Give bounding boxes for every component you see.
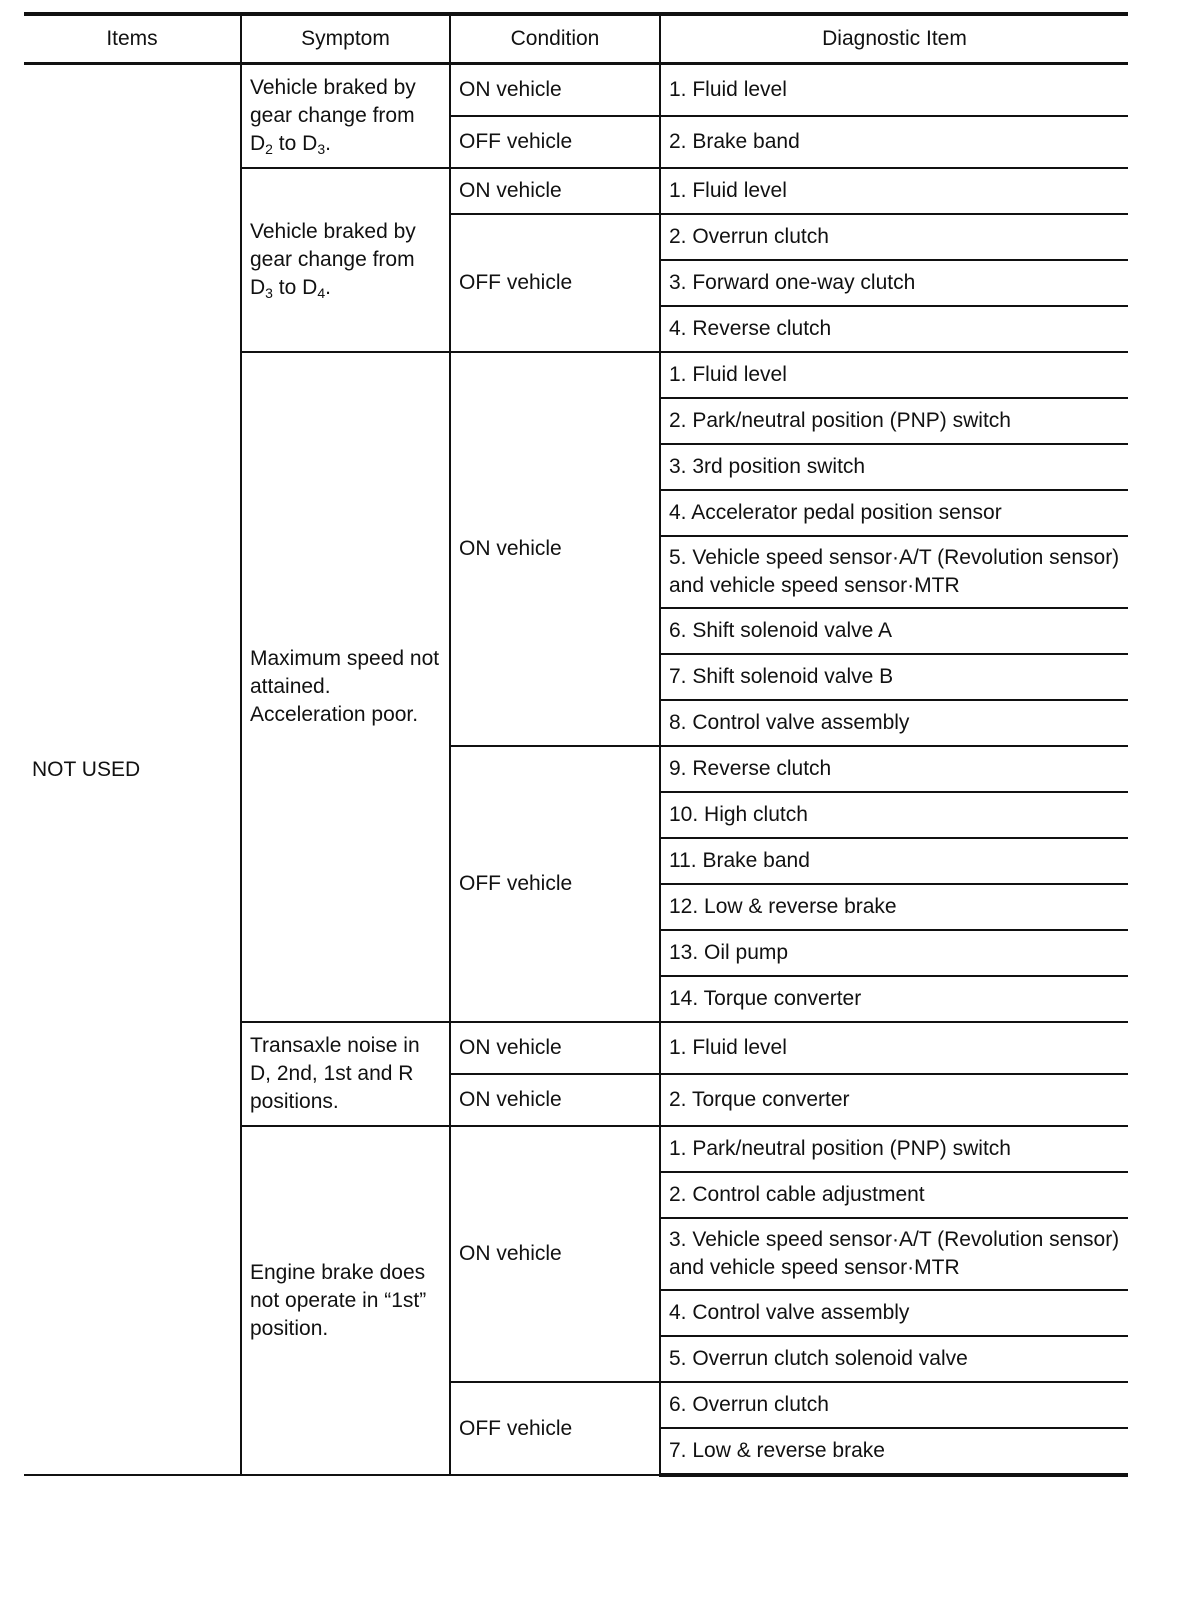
condition-cell: OFF vehicle [450,746,660,1022]
diagnostic-item: 1. Fluid level [660,64,1128,117]
symptom-text: . [325,132,331,155]
diagnostic-item: 1. Fluid level [660,168,1128,214]
symptom-cell [241,168,450,352]
symptom-cell [241,64,450,169]
diagnostic-item: 10. High clutch [660,792,1128,838]
condition-cell: ON vehicle [450,1022,660,1074]
symptom-cell: Transaxle noise in D, 2nd, 1st and R positions. [241,1022,450,1126]
table-body [24,64,1128,1476]
condition-cell: ON vehicle [450,168,660,214]
symptom-text: Vehicle braked by gear change from D [250,76,416,155]
diagnostic-item: 2. Control cable adjustment [660,1172,1128,1218]
diagnostic-item: 7. Shift solenoid valve B [660,654,1128,700]
condition-cell: OFF vehicle [450,1382,660,1475]
diagnostic-item: 6. Overrun clutch [660,1382,1128,1428]
diagnostic-item: 2. Overrun clutch [660,214,1128,260]
table-row [24,64,1128,117]
diagnostic-item: 4. Accelerator pedal position sensor [660,490,1128,536]
diagnostic-item: 4. Control valve assembly [660,1290,1128,1336]
symptom-text: to D [272,276,318,299]
symptom-subscript: 3 [265,285,273,301]
diagnostic-item: 9. Reverse clutch [660,746,1128,792]
diagnostic-item: 4. Reverse clutch [660,306,1128,352]
diagnostic-item: 3. 3rd position switch [660,444,1128,490]
condition-cell: OFF vehicle [450,214,660,352]
diagnostic-item: 11. Brake band [660,838,1128,884]
symptom-subscript: 3 [317,141,326,157]
diagnostic-item: 1. Fluid level [660,1022,1128,1074]
diagnostic-item: 7. Low & reverse brake [660,1428,1128,1475]
diagnostic-item: 1. Fluid level [660,352,1128,398]
header-condition: Condition [450,14,660,64]
diagnostic-item: 8. Control valve assembly [660,700,1128,746]
header-symptom: Symptom [241,14,450,64]
diagnostic-item: 14. Torque converter [660,976,1128,1022]
diagnostic-item: 1. Park/neutral position (PNP) switch [660,1126,1128,1172]
header-items: Items [24,14,241,64]
diagnostic-item: 3. Vehicle speed sensor·A/T (Revolution sensor) and vehicle speed sensor·MTR [660,1218,1128,1290]
items-value: NOT USED [24,64,241,1476]
diagnostic-table [24,12,1128,1477]
symptom-subscript: 2 [265,141,273,157]
diagnostic-item: 2. Brake band [660,116,1128,168]
condition-cell: OFF vehicle [450,116,660,168]
diagnostic-item: 5. Vehicle speed sensor·A/T (Revolution sensor) and vehicle speed sensor·MTR [660,536,1128,608]
diagnostic-item: 3. Forward one-way clutch [660,260,1128,306]
header-row [24,14,1128,64]
symptom-cell: Maximum speed not attained. Acceleration poor. [241,352,450,1022]
diagnostic-item: 6. Shift solenoid valve A [660,608,1128,654]
symptom-subscript: 4 [317,285,326,301]
condition-cell: ON vehicle [450,352,660,746]
diagnostic-item: 2. Torque converter [660,1074,1128,1126]
symptom-text: Vehicle braked by gear change from D [250,220,416,299]
diagnostic-item: 2. Park/neutral position (PNP) switch [660,398,1128,444]
header-diagnostic-item: Diagnostic Item [660,14,1128,64]
condition-cell: ON vehicle [450,64,660,117]
condition-cell: ON vehicle [450,1074,660,1126]
diagnostic-item: 13. Oil pump [660,930,1128,976]
diagnostic-item: 5. Overrun clutch solenoid valve [660,1336,1128,1382]
diagnostic-item: 12. Low & reverse brake [660,884,1128,930]
symptom-cell: Engine brake does not operate in “1st” position. [241,1126,450,1475]
symptom-text: to D [272,132,318,155]
symptom-text: . [325,276,331,299]
condition-cell: ON vehicle [450,1126,660,1382]
